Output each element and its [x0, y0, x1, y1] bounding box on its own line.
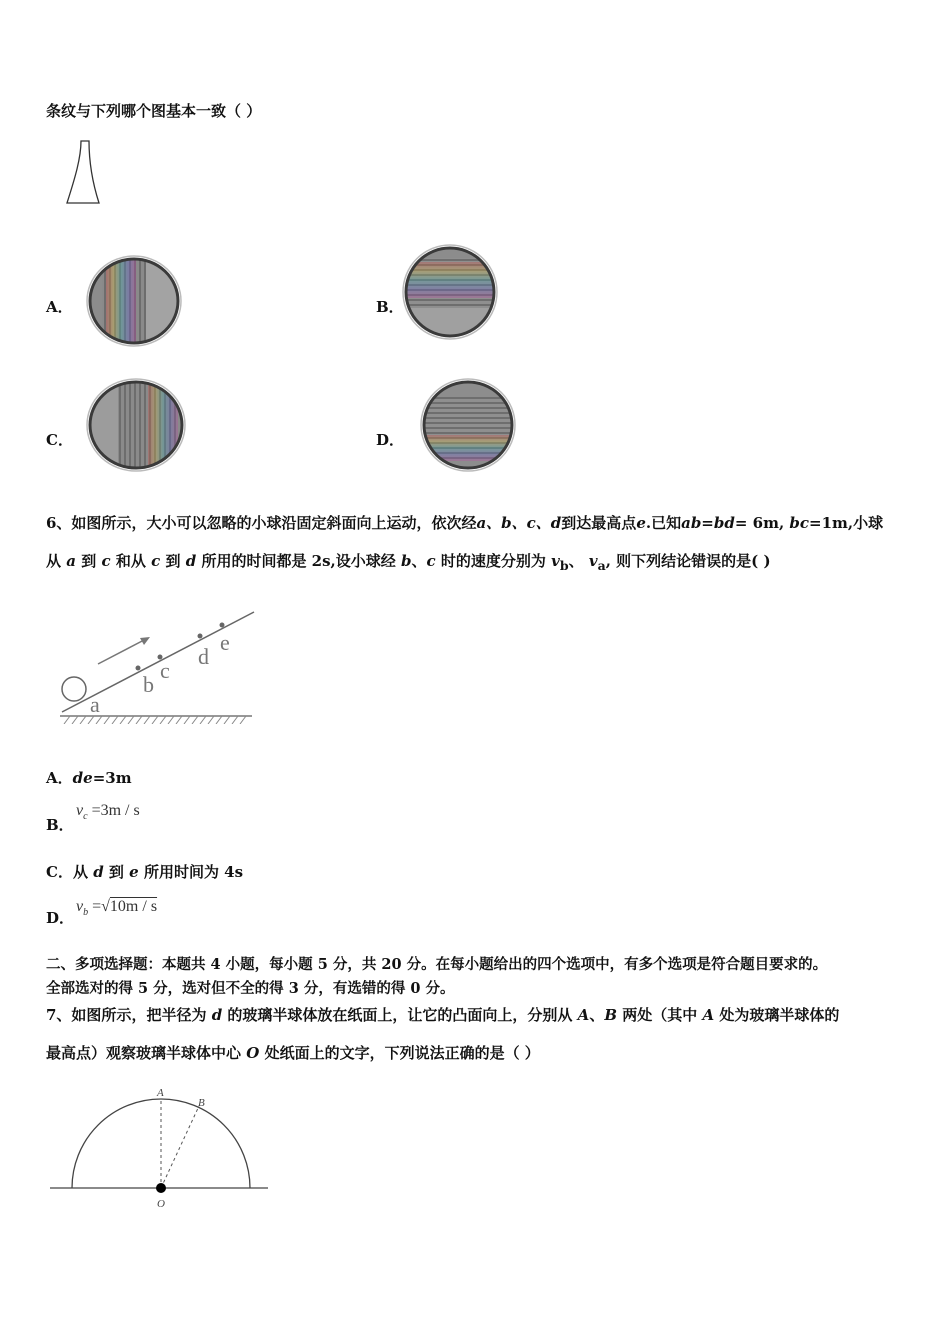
q6-option-b[interactable]: B．	[46, 816, 74, 834]
hemisphere-figure	[48, 1084, 272, 1216]
q6-option-b-formula: $v_c =3m / s$	[76, 802, 140, 823]
q6-option-a[interactable]: A．de=3m	[46, 769, 132, 787]
incline-label-e: e	[220, 630, 230, 655]
q5-option-d-label[interactable]: D．	[376, 431, 405, 449]
q5-option-c-image[interactable]	[84, 378, 192, 476]
q6-stem-line1: 6、如图所示，大小可以忽略的小球沿固定斜面向上运动，依次经a、b、c、d到达最高点e.已知ab=bd= 6m, bc=1m,小球	[46, 514, 884, 532]
incline-label-b: b	[143, 672, 154, 697]
incline-label-d: d	[198, 644, 209, 669]
q5-option-b-image[interactable]	[400, 244, 504, 344]
q6-stem-line2: 从 a 到 c 和从 c 到 d 所用的时间都是 2s,设小球经 b、c 时的速度分别为 $v_b$、 $v_a$, 则下列结论错误的是( )	[46, 552, 771, 573]
q6-option-d-formula: $v_b =√10m / s$	[76, 898, 158, 919]
q7-stem-line2: 最高点）观察玻璃半球体中心 O 处纸面上的文字，下列说法正确的是（ ）	[46, 1044, 540, 1062]
q6-option-d[interactable]: D．	[46, 909, 75, 927]
q5-option-a-image[interactable]	[84, 255, 188, 353]
incline-label-a: a	[90, 692, 100, 717]
q6-option-c[interactable]: C．从 d 到 e 所用时间为 4s	[46, 863, 244, 881]
incline-figure	[50, 604, 260, 724]
q5-option-c-label[interactable]: C．	[46, 431, 73, 449]
q5-option-a-label[interactable]: A．	[46, 298, 73, 316]
hemisphere-label-b: B	[198, 1097, 205, 1109]
q5-option-b-label[interactable]: B．	[376, 298, 404, 316]
q5-prompt: 条纹与下列哪个图基本一致（ ）	[46, 102, 262, 120]
hemisphere-label-o: O	[157, 1198, 165, 1210]
section2-scoring: 全部选对的得 5 分，选对但不全的得 3 分，有选错的得 0 分。	[46, 980, 455, 997]
q7-stem-line1: 7、如图所示，把半径为 d 的玻璃半球体放在纸面上，让它的凸面向上，分别从 A、B 两处（其中 A 处为玻璃半球体的	[46, 1006, 840, 1024]
q5-option-d-image[interactable]	[418, 377, 522, 475]
incline-label-c: c	[160, 658, 170, 683]
hemisphere-label-a: A	[157, 1087, 164, 1099]
section2-heading: 二、多项选择题：本题共 4 小题，每小题 5 分，共 20 分。在每小题给出的四个选项中，有多个选项是符合题目要求的。	[46, 956, 828, 973]
flask-figure	[62, 138, 110, 210]
